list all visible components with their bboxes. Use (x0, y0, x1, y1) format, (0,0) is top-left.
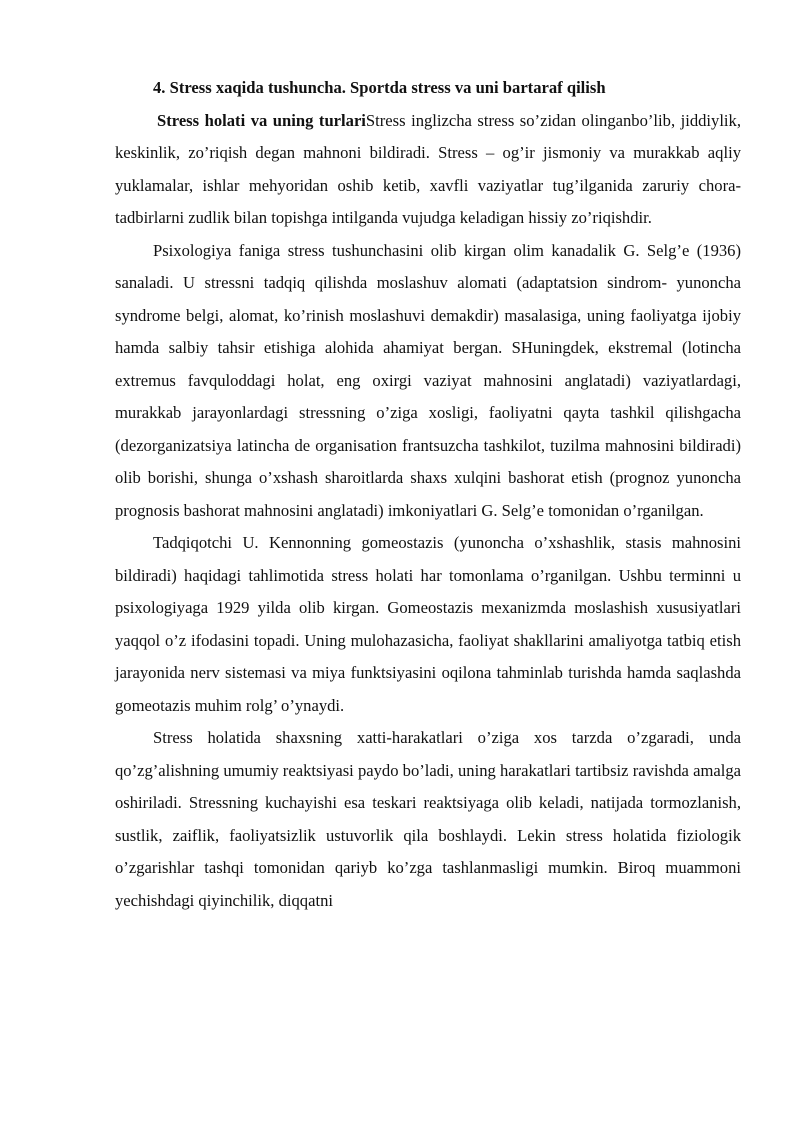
paragraph-3: Tadqiqotchi U. Kennonning gomeostazis (yunoncha o’xshashlik, stasis mahnosini bildiradi) haqidagi tahlimotida stress holati har tomonlama o’rganilgan. Ushbu terminni u psixologiyaga 1929 yilda olib kirgan. Gomeostazis mexanizmda moslashish xususiyatlari yaqqol o’z ifodasini topadi. Uning mulohazasicha, faoliyat shakllarini amaliyotga tatbiq etish jarayonida nerv sistemasi va miya funktsiyasini oqilona tahminlab turishda hamda saqlashda gomeotazis muhim rolg’ o’ynaydi. (115, 533, 741, 715)
section-heading: 4. Stress xaqida tushuncha. Sportda stress va uni bartaraf qilish (153, 78, 606, 97)
paragraph-2: Psixologiya faniga stress tushunchasini olib kirgan olim kanadalik G. Selg’e (1936) sanaladi. U stressni tadqiq qilishda moslashuv alomati (adaptatsion sindrom- yunoncha syndrome belgi, alomat, ko’rinish moslashuvi demakdir) masalasiga, uning faoliyatga ijobiy hamda salbiy tahsir etishiga alohida ahamiyat bergan. SHuningdek, ekstremal (lotincha extremus favquloddagi holat, eng oxirgi vaziyat mahnosini anglatadi) vaziyatlardagi, murakkab jarayonlardagi stressning o’ziga xosligi, faoliyatni qayta tashkil qilishgacha (dezorganizatsiya latincha de organisation frantsuzcha tashkilot, tuzilma mahnosini bildiradi) olib borishi, shunga o’xshash sharoitlarda shaxs xulqini bashorat etish (prognoz yunoncha prognosis bashorat mahnosini anglatadi) imkoniyatlari G. Selg’e tomonidan o’rganilgan. (115, 240, 741, 520)
paragraph-1 (115, 105, 741, 235)
paragraph-4: Stress holatida shaxsning xatti-harakatlari o’ziga xos tarzda o’zgaradi, unda qo’zg’alishning umumiy reaktsiyasi paydo bo’ladi, uning harakatlari tartibsiz ravishda amalga oshiriladi. Stressning kuchayishi esa teskari reaktsiyaga olib keladi, natijada tormozlanish, sustlik, zaiflik, faoliyatsizlik ustuvorlik qila boshlaydi. Lekin stress holatida fiziologik o’zgarishlar tashqi tomonidan qariyb ko’zga tashlanmasligi mumkin. Biroq muammoni yechishdagi qiyinchilik, diqqatni (115, 728, 741, 910)
paragraph-1-text: Stress inglizcha stress so’zidan olinganbo’lib, jiddiylik, keskinlik, zo’riqish degan mahnoni bildiradi. Stress – og’ir jismoniy va murakkab aqliy yuklamalar, ishlar mehyoridan oshib ketib, xavfli vaziyatlar tug’ilganida zaruriy chora-tadbirlarni zudlik bilan topishga intilganda vujudga keladigan hissiy zo’riqishdir. (115, 110, 741, 227)
paragraph-lead-title: Stress holati va uning turlari (157, 110, 366, 130)
document-body (115, 72, 741, 917)
